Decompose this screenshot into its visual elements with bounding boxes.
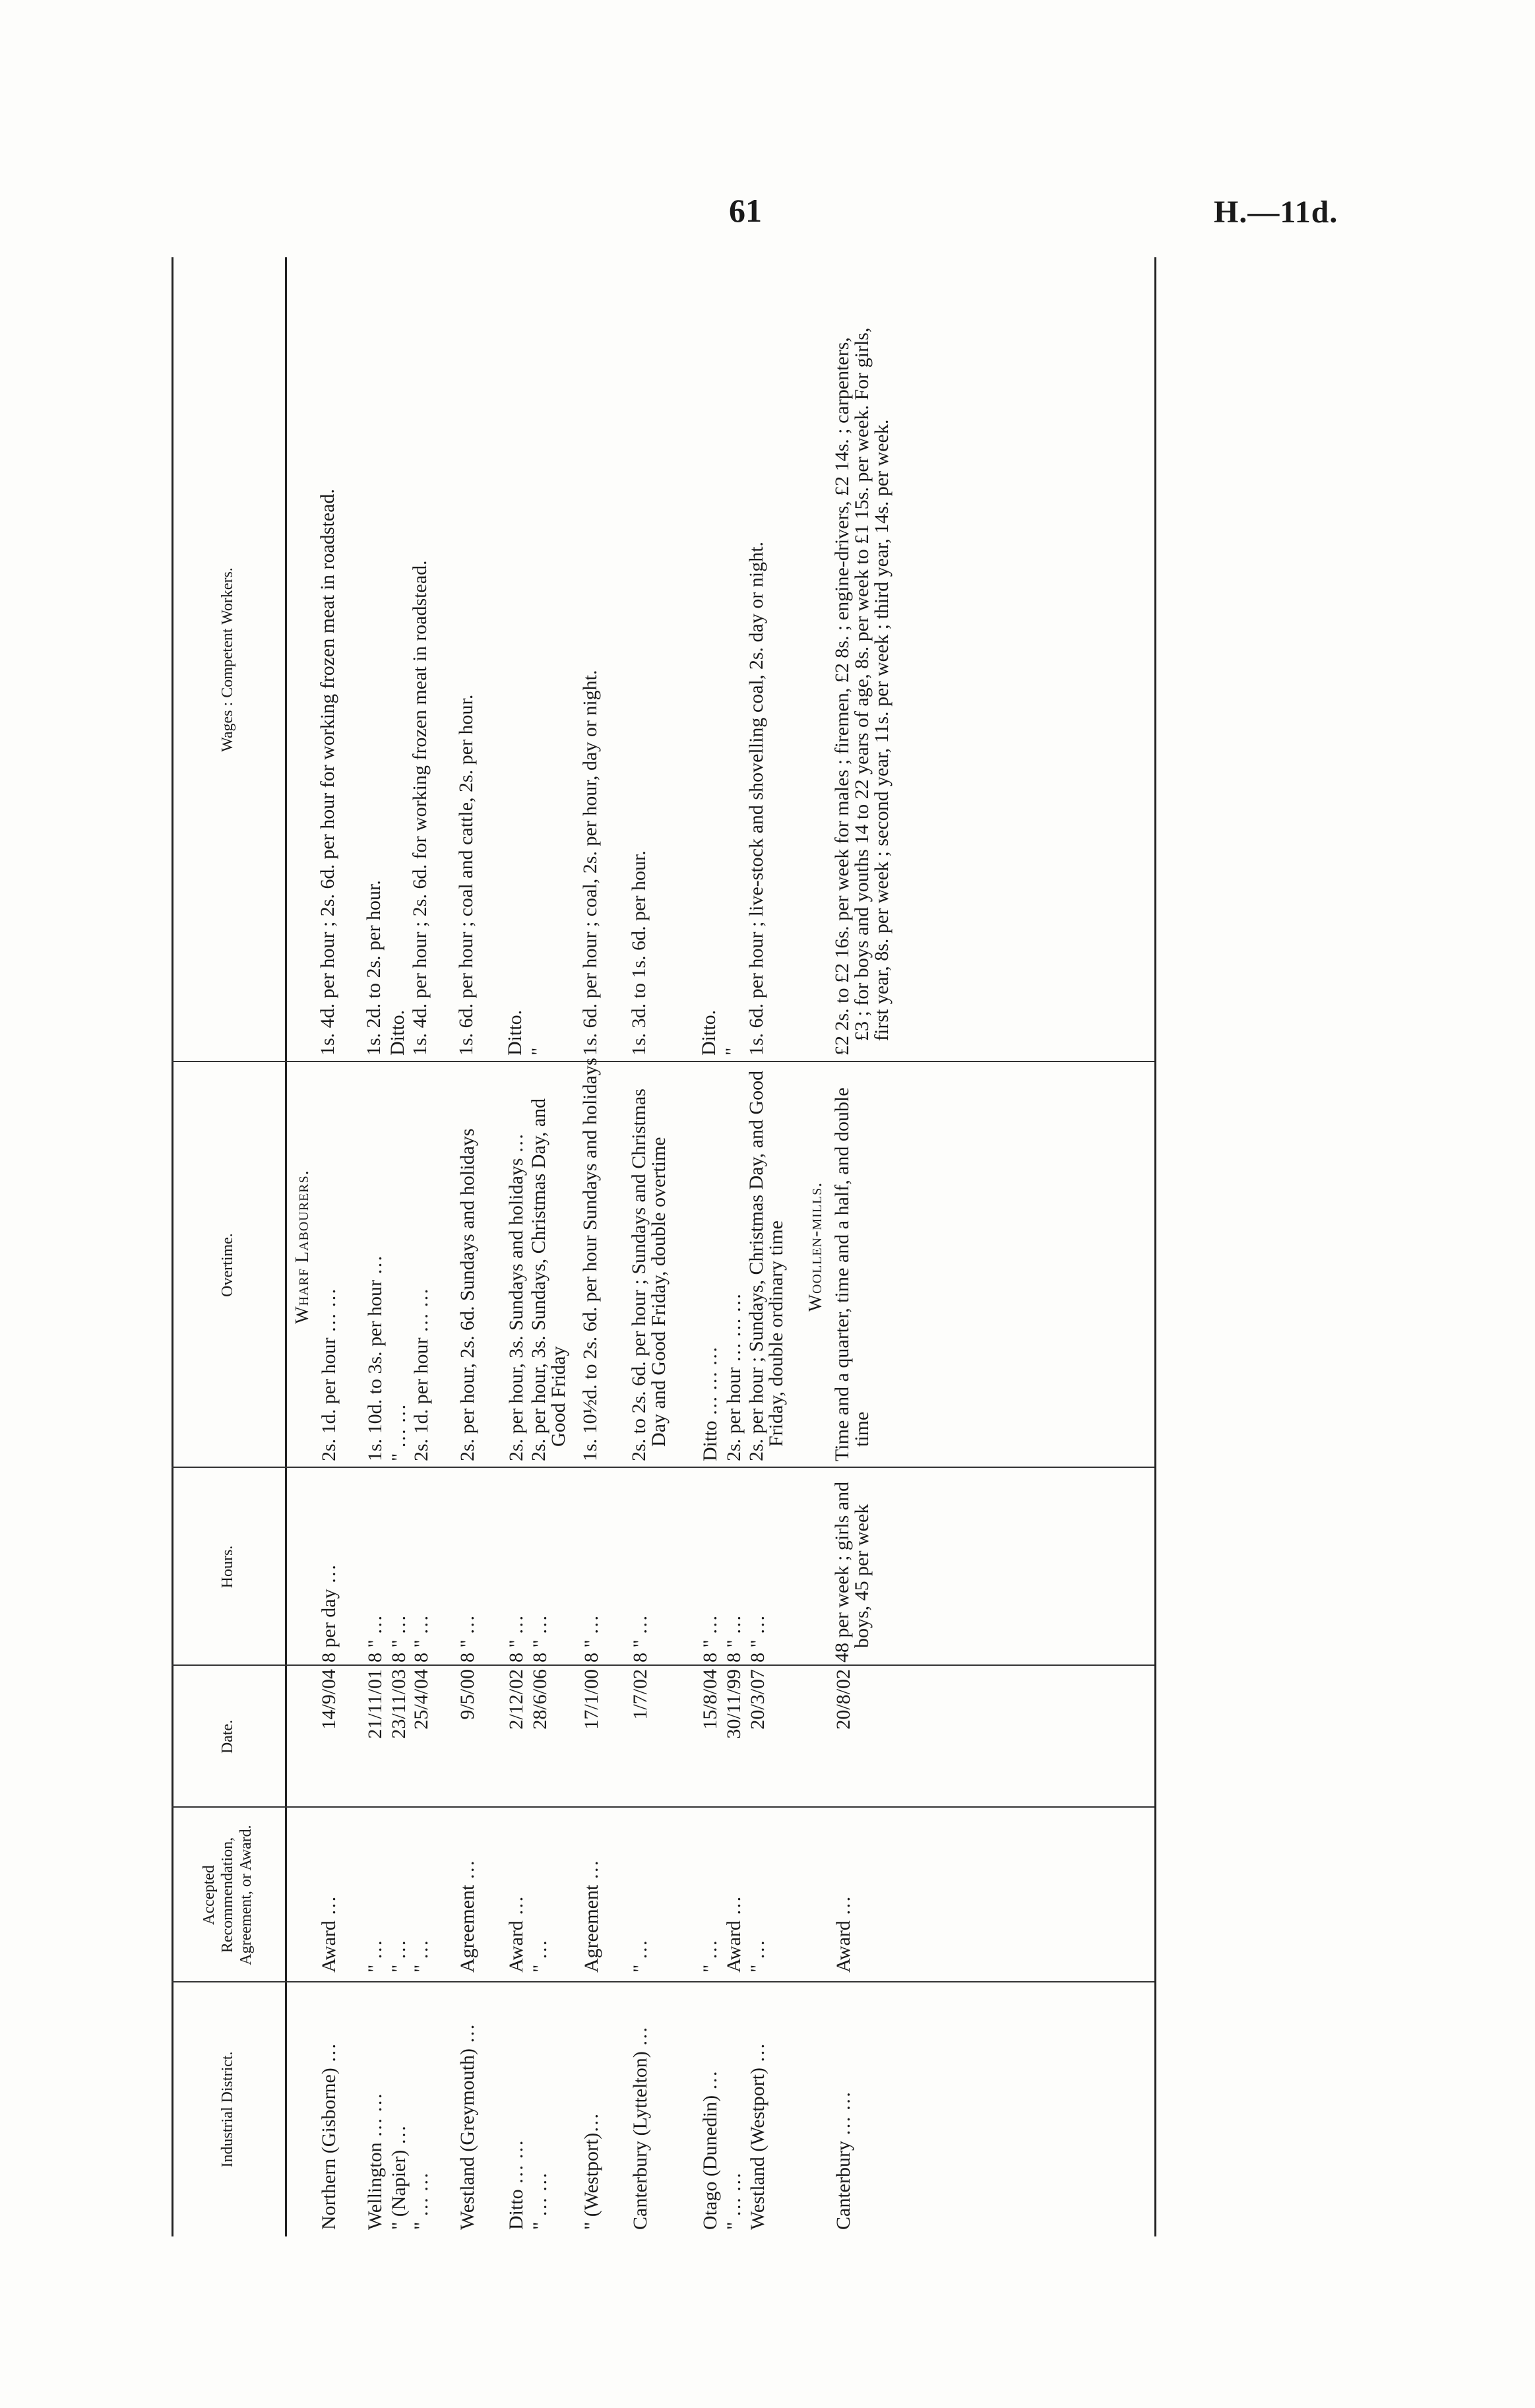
cell-district: " … … — [529, 2172, 551, 2230]
cell-hours: 8 " … — [529, 1614, 551, 1663]
cell-hours: 48 per week ; girls and boys, 45 per week — [831, 1481, 873, 1663]
cell-accepted: " … — [747, 1940, 768, 1973]
cell-district: " (Westport)… — [580, 2112, 602, 2230]
wages-table — [172, 257, 1161, 2236]
cell-date: 2/12/02 — [505, 1669, 527, 1730]
cell-accepted: " … — [364, 1940, 386, 1973]
cell-date: 17/1/00 — [580, 1669, 602, 1730]
header-district: Industrial District. — [219, 2051, 236, 2168]
cell-hours: 8 " … — [364, 1614, 386, 1663]
cell-hours: 8 " … — [723, 1614, 745, 1663]
cell-wages: 1s. 3d. to 1s. 6d. per hour. — [628, 850, 650, 1056]
section-title-wharf-labourers: Wharf Labourers. — [292, 1170, 313, 1324]
cell-overtime: Time and a quarter, time and a half, and double time — [831, 1087, 873, 1461]
cell-wages: 1s. 6d. per hour ; coal, 2s. per hour, day or night. — [579, 670, 601, 1056]
cell-date: 25/4/04 — [410, 1669, 432, 1730]
page-number: 61 — [729, 192, 762, 229]
cell-accepted: Award … — [723, 1895, 745, 1973]
cell-overtime: 2s. per hour, 3s. Sundays and holidays … — [505, 1133, 527, 1461]
cell-wages: " — [528, 1047, 549, 1056]
cell-date: 14/9/04 — [318, 1669, 340, 1730]
cell-hours: 8 " … — [699, 1614, 721, 1663]
cell-district: " (Napier) … — [388, 2125, 410, 2230]
table-bottom-rule — [1154, 257, 1156, 2236]
cell-wages: Ditto. — [504, 1009, 526, 1056]
cell-date: 23/11/03 — [388, 1669, 410, 1739]
cell-accepted: " … — [388, 1940, 410, 1973]
cell-date: 20/3/07 — [747, 1669, 768, 1730]
cell-wages: 1s. 2d. to 2s. per hour. — [363, 880, 385, 1056]
cell-accepted: " … — [410, 1940, 432, 1973]
col-sep-4 — [172, 1467, 1154, 1468]
header-accepted: Accepted Recommendation, Agreement, or Award. — [201, 1825, 255, 1965]
cell-overtime: 2s. 1d. per hour … … — [410, 1288, 432, 1461]
cell-overtime: 2s. per hour … … … — [723, 1293, 745, 1461]
cell-hours: 8 " … — [629, 1614, 651, 1663]
header-hours: Hours. — [219, 1545, 236, 1589]
cell-overtime: 2s. per hour ; Sundays, Christmas Day, and Good Friday, double ordinary time — [745, 1070, 787, 1461]
cell-date: 1/7/02 — [629, 1669, 651, 1720]
cell-wages: £2 2s. to £2 16s. per week for males ; firemen, £2 8s. ; engine-drivers, £2 14s. ; carpenters, £3 ; for boys and youths 14 to 22 years of age, 8s. per week to £1 15s. per week. For girls, first year, 8s. per week ; second year, 11s. per week ; third year, 14s. per week. — [831, 327, 893, 1056]
col-sep-2 — [172, 1806, 1154, 1808]
cell-accepted: Award … — [318, 1895, 340, 1973]
cell-hours: 8 per day … — [318, 1564, 340, 1663]
cell-overtime: Ditto … … … — [699, 1346, 721, 1461]
header-date: Date. — [219, 1719, 236, 1754]
cell-district: Otago (Dunedin) … — [699, 2070, 721, 2230]
cell-hours: 8 " … — [747, 1614, 768, 1663]
header-overtime: Overtime. — [219, 1233, 236, 1297]
cell-district: Westland (Greymouth) … — [456, 2023, 478, 2230]
report-code: H.—11d. — [1214, 195, 1338, 230]
cell-overtime: 2s. to 2s. 6d. per hour ; Sundays and Christmas Day and Good Friday, double overtime — [628, 1089, 670, 1461]
cell-district: Northern (Gisborne) … — [318, 2043, 340, 2230]
col-sep-1 — [172, 1981, 1154, 1982]
cell-accepted: Award … — [505, 1895, 527, 1973]
cell-district: Westland (Westport) … — [747, 2043, 768, 2230]
cell-hours: 8 " … — [456, 1614, 478, 1663]
cell-hours: 8 " … — [505, 1614, 527, 1663]
cell-district: Ditto … … — [505, 2139, 527, 2230]
cell-hours: 8 " … — [388, 1614, 410, 1663]
cell-overtime: 2s. 1d. per hour … … — [318, 1288, 340, 1461]
cell-wages: 1s. 6d. per hour ; coal and cattle, 2s. per hour. — [455, 694, 477, 1056]
cell-accepted: " … — [629, 1940, 651, 1973]
cell-accepted: " … — [529, 1940, 551, 1973]
col-sep-3 — [172, 1664, 1154, 1666]
section-title-woollen-mills: Woollen-mills. — [805, 1182, 826, 1312]
cell-wages: Ditto. — [698, 1009, 720, 1056]
cell-hours: 8 " … — [410, 1614, 432, 1663]
cell-district: " … … — [410, 2172, 432, 2230]
cell-date: 15/8/04 — [699, 1669, 721, 1730]
cell-overtime: 1s. 10½d. to 2s. 6d. per hour Sundays and holidays — [579, 1058, 601, 1461]
cell-district: Canterbury (Lyttelton) … — [629, 2026, 651, 2230]
cell-overtime: 2s. per hour, 3s. Sundays, Christmas Day, and Good Friday — [528, 1098, 569, 1461]
cell-overtime: 2s. per hour, 2s. 6d. Sundays and holidays — [456, 1128, 478, 1461]
cell-accepted: Award … — [832, 1895, 854, 1973]
cell-date: 21/11/01 — [364, 1669, 386, 1739]
cell-district: " … … — [723, 2172, 745, 2230]
cell-accepted: " … — [699, 1940, 721, 1973]
cell-date: 20/8/02 — [832, 1669, 854, 1730]
cell-wages: Ditto. — [387, 1009, 408, 1056]
cell-wages: 1s. 6d. per hour ; live-stock and shovelling coal, 2s. day or night. — [745, 541, 767, 1056]
cell-date: 30/11/99 — [723, 1669, 745, 1739]
cell-hours: 8 " … — [580, 1614, 602, 1663]
table-header-rule — [285, 257, 287, 2236]
cell-district: Wellington … … — [364, 2093, 386, 2230]
cell-wages: 1s. 4d. per hour ; 2s. 6d. for working frozen meat in roadstead. — [409, 560, 431, 1056]
cell-date: 28/6/06 — [529, 1669, 551, 1730]
cell-wages: " — [722, 1047, 743, 1056]
cell-overtime: " … … — [388, 1403, 410, 1461]
cell-accepted: Agreement … — [580, 1860, 602, 1973]
cell-overtime: 1s. 10d. to 3s. per hour … — [364, 1255, 386, 1461]
cell-wages: 1s. 4d. per hour ; 2s. 6d. per hour for working frozen meat in roadstead. — [317, 489, 338, 1056]
cell-accepted: Agreement … — [456, 1860, 478, 1973]
header-wages: Wages : Competent Workers. — [219, 567, 236, 752]
cell-district: Canterbury … … — [832, 2091, 854, 2230]
cell-date: 9/5/00 — [456, 1669, 478, 1720]
